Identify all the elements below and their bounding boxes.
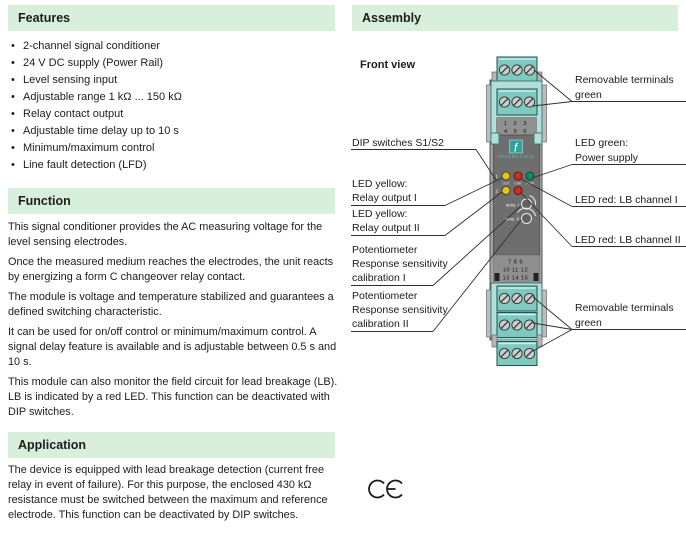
svg-text:LED yellow:: LED yellow: bbox=[352, 208, 408, 220]
function-title: Function bbox=[18, 194, 71, 208]
device-model-label: KFD2-ER-2.W.LB bbox=[498, 154, 535, 159]
function-paragraph: This signal conditioner provides the AC measuring voltage for the level sensing electrodes. bbox=[8, 221, 323, 248]
callout-led-yellow-1 bbox=[351, 178, 502, 206]
svg-text:Potentiometer: Potentiometer bbox=[352, 244, 418, 256]
terminal-numbers-row: 4 5 6 bbox=[504, 129, 529, 135]
callout-led-red-1 bbox=[521, 179, 686, 207]
led-yellow-1-icon bbox=[502, 172, 510, 180]
screw-icon-row bbox=[499, 348, 534, 358]
function-section-header bbox=[8, 188, 335, 214]
led-label-pwr: PWR bbox=[526, 181, 534, 186]
function-paragraph: Once the measured medium reaches the electrodes, the unit reacts by energizing a form C changeover relay contact. bbox=[8, 256, 334, 283]
svg-text:calibration II: calibration II bbox=[352, 318, 409, 330]
application-section-header bbox=[8, 432, 335, 458]
svg-text:calibration I: calibration I bbox=[352, 272, 406, 284]
function-paragraph: It can be used for on/off control or minimum/maximum control. A signal delay feature is available and is adjustable between 0.5 s and 10 s. bbox=[8, 326, 337, 368]
feature-item: • Minimum/maximum control bbox=[8, 140, 338, 157]
function-paragraph: This module can also monitor the field circuit for lead breakage (LB). LB is indicated by a red LED. This function can be deactivated with DIP switches. bbox=[8, 376, 338, 418]
clamp-detail bbox=[495, 273, 500, 281]
svg-text:DIP switches S1/S2: DIP switches S1/S2 bbox=[352, 137, 445, 149]
terminal-block-top-2 bbox=[497, 89, 537, 115]
housing-corner bbox=[491, 133, 499, 144]
features-list bbox=[8, 38, 338, 174]
terminal-block-bottom-1 bbox=[497, 286, 537, 311]
svg-text:Relay output I: Relay output I bbox=[352, 192, 417, 204]
svg-text:Removable terminals: Removable terminals bbox=[575, 302, 674, 314]
svg-text:LED yellow:: LED yellow: bbox=[352, 178, 408, 190]
assembly-title: Assembly bbox=[362, 11, 422, 25]
led-red-1-icon bbox=[514, 172, 522, 180]
feature-item: • 2-channel signal conditioner bbox=[8, 38, 338, 55]
svg-text:Removable terminals: Removable terminals bbox=[575, 74, 674, 86]
feature-item: • Relay contact output bbox=[8, 106, 338, 123]
device-front-view bbox=[487, 57, 547, 366]
svg-text:ƒ: ƒ bbox=[513, 141, 519, 152]
svg-text:Relay output II: Relay output II bbox=[352, 222, 420, 234]
terminal-tab bbox=[492, 335, 497, 347]
led-label-out: OUT bbox=[502, 181, 510, 186]
svg-text:green: green bbox=[575, 317, 602, 329]
svg-text:Power supply: Power supply bbox=[575, 152, 639, 164]
callout-terminals-top bbox=[533, 70, 686, 106]
screw-icon-row bbox=[499, 320, 534, 330]
pot-2-label: sens. II bbox=[504, 216, 519, 222]
pot-1-dial-icon bbox=[522, 199, 532, 209]
application-title: Application bbox=[18, 438, 87, 452]
screw-icon-row bbox=[499, 293, 534, 303]
brand-logo-icon bbox=[510, 140, 523, 153]
svg-text:LED green:: LED green: bbox=[575, 137, 629, 149]
screw-icon-row bbox=[499, 97, 534, 107]
feature-item: • 24 V DC supply (Power Rail) bbox=[8, 55, 338, 72]
feature-item: • Adjustable range 1 kΩ ... 150 kΩ bbox=[8, 89, 338, 106]
callout-led-green bbox=[532, 137, 686, 178]
terminal-numbers-row: 13 14 15 bbox=[502, 275, 529, 282]
svg-text:Potentiometer: Potentiometer bbox=[352, 290, 418, 302]
channel-2-index: 2 bbox=[495, 188, 499, 194]
front-view-label: Front view bbox=[360, 59, 416, 71]
terminal-block-top-1 bbox=[497, 57, 537, 83]
led-yellow-2-icon bbox=[502, 187, 510, 195]
svg-text:green: green bbox=[575, 89, 602, 101]
application-paragraph: The device is equipped with lead breakage detection (current free relay in event of failure). For this purpose, the enclosed 430 kΩ resistance must be switched between the maximum and reference electrode. This function can be deactivated by DIP switches. bbox=[8, 464, 328, 521]
screw-icon-row bbox=[499, 65, 534, 75]
svg-text:Response sensitivity: Response sensitivity bbox=[352, 304, 448, 316]
features-title: Features bbox=[18, 11, 71, 25]
terminal-block-bottom-2 bbox=[497, 313, 537, 338]
pot-2-dial-icon bbox=[522, 214, 532, 224]
application-body bbox=[8, 463, 340, 528]
feature-item: • Level sensing input bbox=[8, 72, 338, 89]
terminal-numbers-row: 7 8 9 bbox=[508, 259, 523, 266]
feature-item: • Adjustable time delay up to 10 s bbox=[8, 123, 338, 140]
callout-dip-switches bbox=[351, 137, 496, 180]
channel-1-index: 1 bbox=[495, 174, 499, 179]
clamp-detail bbox=[534, 273, 539, 281]
led-green-icon bbox=[526, 172, 534, 180]
svg-text:Response sensitivity: Response sensitivity bbox=[352, 258, 448, 270]
function-paragraph: The module is voltage and temperature stabilized and guarantees a defined switching characteristic. bbox=[8, 291, 334, 318]
feature-item: • Line fault detection (LFD) bbox=[8, 157, 338, 174]
assembly-diagram bbox=[343, 45, 686, 546]
led-label-chk: CHK bbox=[514, 181, 522, 186]
housing-corner bbox=[534, 133, 542, 144]
terminal-block-bottom-3 bbox=[497, 342, 537, 366]
function-body bbox=[8, 220, 340, 425]
terminal-numbers-row: 1 2 3 bbox=[504, 121, 529, 127]
svg-text:LED red: LB channel I: LED red: LB channel I bbox=[575, 194, 678, 206]
svg-text:LED red: LB channel II: LED red: LB channel II bbox=[575, 234, 681, 246]
terminal-numbers-row: 10 11 12 bbox=[502, 267, 529, 274]
pot-1-label: sens. I bbox=[506, 202, 519, 208]
callout-terminals-bottom bbox=[533, 297, 686, 351]
assembly-section-header bbox=[352, 5, 678, 31]
features-section-header bbox=[8, 5, 335, 31]
terminal-tab bbox=[537, 335, 542, 347]
ce-mark-icon bbox=[369, 481, 402, 498]
